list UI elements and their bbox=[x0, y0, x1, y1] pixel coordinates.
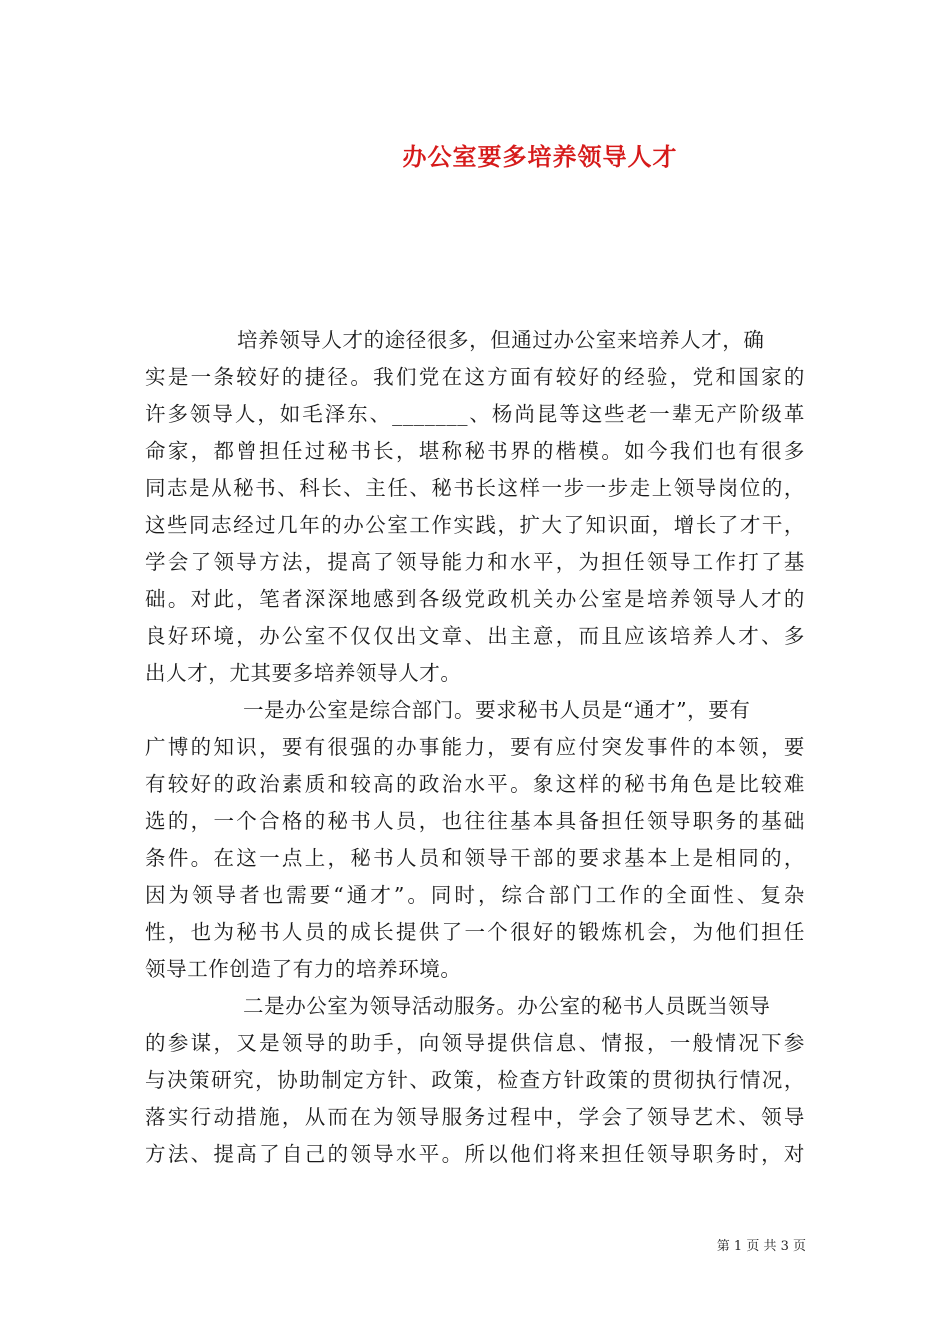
paragraph-line: 有较好的政治素质和较高的政治水平。象这样的秘书角色是比较难 bbox=[145, 772, 805, 796]
paragraph-line: 础。对此，笔者深深地感到各级党政机关办公室是培养领导人才的 bbox=[145, 587, 805, 611]
paragraph-line: 因为领导者也需要“通才”。同时，综合部门工作的全面性、复杂 bbox=[145, 883, 805, 907]
paragraph-line: 方法、提高了自己的领导水平。所以他们将来担任领导职务时，对 bbox=[145, 1142, 805, 1166]
paragraph-line: 性，也为秘书人员的成长提供了一个很好的锻炼机会，为他们担任 bbox=[145, 920, 805, 944]
paragraph-line: 二是办公室为领导活动服务。办公室的秘书人员既当领导 bbox=[243, 994, 771, 1018]
paragraph-line: 学会了领导方法，提高了领导能力和水平，为担任领导工作打了基 bbox=[145, 550, 805, 574]
paragraph-line: 实是一条较好的捷径。我们党在这方面有较好的经验，党和国家的 bbox=[145, 365, 805, 389]
paragraph-2 bbox=[145, 692, 805, 988]
paragraph-line: 许多领导人，如毛泽东、_______、杨尚昆等这些老一辈无产阶级革 bbox=[145, 402, 805, 426]
paragraph-line: 一是办公室是综合部门。要求秘书人员是“通才”，要有 bbox=[243, 698, 751, 722]
paragraph-line: 出人才，尤其要多培养领导人才。 bbox=[145, 661, 462, 685]
paragraph-line: 命家，都曾担任过秘书长，堪称秘书界的楷模。如今我们也有很多 bbox=[145, 439, 805, 463]
paragraph-3 bbox=[145, 988, 805, 1173]
document-title: 办公室要多培养领导人才 bbox=[402, 142, 678, 171]
paragraph-line: 这些同志经过几年的办公室工作实践，扩大了知识面，增长了才干， bbox=[145, 513, 805, 537]
paragraph-line: 领导工作创造了有力的培养环境。 bbox=[145, 957, 462, 981]
paragraph-line: 选的，一个合格的秘书人员，也往往基本具备担任领导职务的基础 bbox=[145, 809, 805, 833]
document-body bbox=[145, 322, 805, 1173]
paragraph-line: 同志是从秘书、科长、主任、秘书长这样一步一步走上领导岗位的， bbox=[145, 476, 805, 500]
paragraph-line: 培养领导人才的途径很多，但通过办公室来培养人才，确 bbox=[237, 328, 765, 352]
paragraph-line: 落实行动措施，从而在为领导服务过程中，学会了领导艺术、领导 bbox=[145, 1105, 805, 1129]
paragraph-line: 广博的知识，要有很强的办事能力，要有应付突发事件的本领，要 bbox=[145, 735, 805, 759]
paragraph-line: 条件。在这一点上，秘书人员和领导干部的要求基本上是相同的， bbox=[145, 846, 805, 870]
paragraph-1 bbox=[145, 322, 805, 692]
paragraph-line: 的参谋，又是领导的助手，向领导提供信息、情报，一般情况下参 bbox=[145, 1031, 805, 1055]
page-number-footer: 第 1 页 共 3 页 bbox=[716, 1239, 806, 1254]
paragraph-line: 良好环境，办公室不仅仅出文章、出主意，而且应该培养人才、多 bbox=[145, 624, 805, 648]
paragraph-line: 与决策研究，协助制定方针、政策，检查方针政策的贯彻执行情况， bbox=[145, 1068, 805, 1092]
